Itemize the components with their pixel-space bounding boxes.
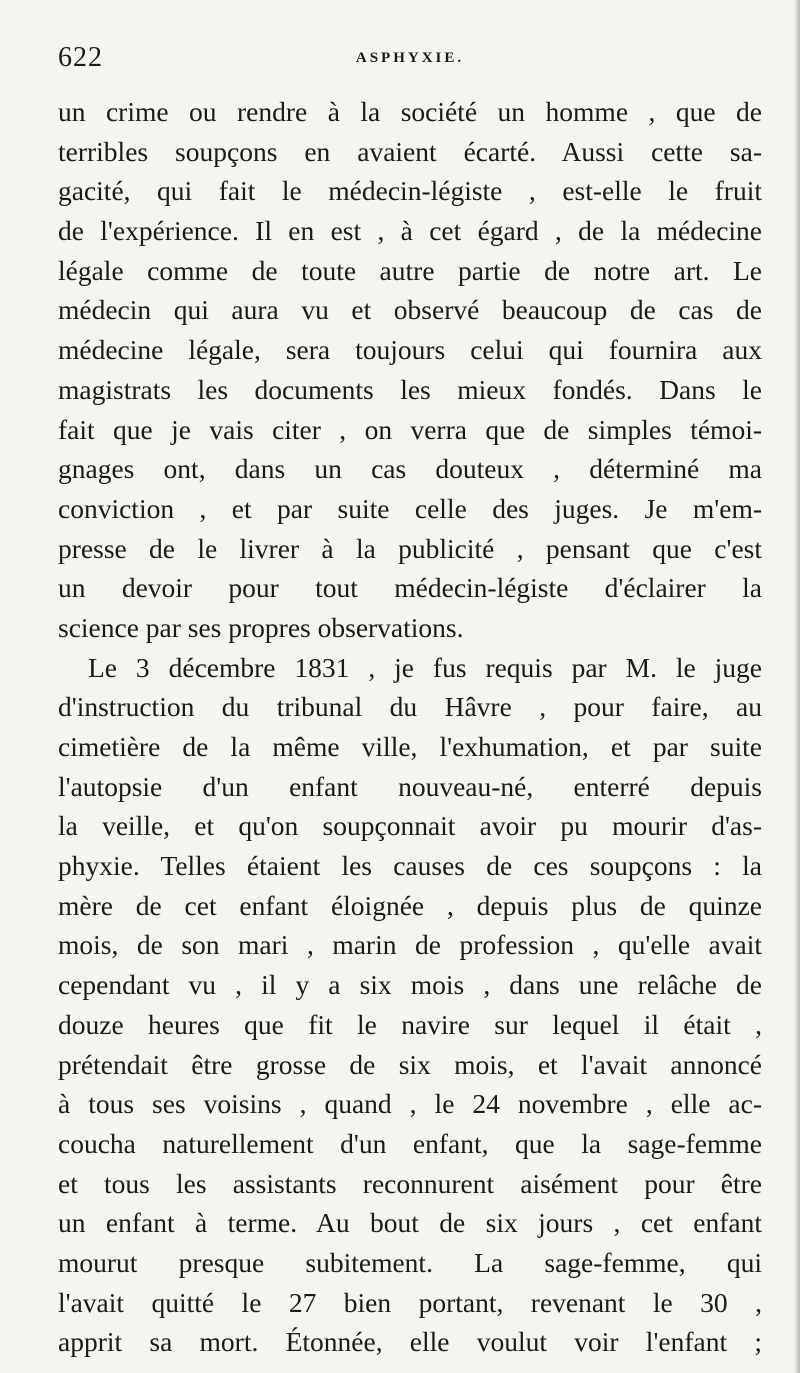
text-line: mourut presque subitement. La sage-femme, qui [58, 1246, 762, 1278]
text-line: un devoir pour tout médecin-légiste d'éclairer la [58, 572, 762, 604]
text-line: terribles soupçons en avaient écarté. Aussi cette sa- [58, 135, 762, 167]
text-line: de l'expérience. Il en est , à cet égard , de la médecine [58, 215, 762, 247]
text-line: douze heures que fit le navire sur lequel il était , [58, 1008, 762, 1040]
text-line: magistrats les documents les mieux fondés. Dans le [58, 373, 762, 405]
text-line: prétendait être grosse de six mois, et l'avait annoncé [58, 1048, 762, 1080]
text-line: et tous les assistants reconnurent aisément pour être [58, 1167, 762, 1199]
page-edge-shadow [794, 0, 800, 1373]
running-head: ASPHYXIE. [355, 50, 465, 66]
text-line: mère de cet enfant éloignée , depuis plus de quinze [58, 889, 762, 921]
paragraph-last-line: science par ses propres observations. [58, 611, 464, 643]
text-line: la veille, et qu'on soupçonnait avoir pu mourir d'as- [58, 810, 762, 842]
text-line: apprit sa mort. Étonnée, elle voulut voir l'enfant ; [58, 1326, 762, 1358]
text-line: l'autopsie d'un enfant nouveau-né, enterré depuis [58, 770, 762, 802]
text-line: un enfant à terme. Au bout de six jours , cet enfant [58, 1207, 762, 1239]
body-text [58, 92, 762, 1362]
text-line: médecine légale, sera toujours celui qui fournira aux [58, 334, 762, 366]
text-line: conviction , et par suite celle des juges. Je m'em- [58, 492, 762, 524]
text-line: coucha naturellement d'un enfant, que la sage-femme [58, 1127, 762, 1159]
page-number: 622 [58, 42, 103, 73]
text-line: à tous ses voisins , quand , le 24 novembre , elle ac- [58, 1088, 762, 1120]
text-line: phyxie. Telles étaient les causes de ces soupçons : la [58, 850, 762, 882]
text-line: médecin qui aura vu et observé beaucoup de cas de [58, 294, 762, 326]
text-line: l'avait quitté le 27 bien portant, revenant le 30 , [58, 1286, 762, 1318]
text-line: mois, de son mari , marin de profession , qu'elle avait [58, 929, 762, 961]
text-line: un crime ou rendre à la société un homme , que de [58, 96, 762, 127]
paragraph-first-line: Le 3 décembre 1831 , je fus requis par M. le juge [88, 651, 762, 683]
text-line: d'instruction du tribunal du Hâvre , pour faire, au [58, 691, 762, 723]
text-line: gacité, qui fait le médecin-légiste , est-elle le fruit [58, 175, 762, 207]
text-line: cependant vu , il y a six mois , dans une relâche de [58, 969, 762, 1001]
text-line: gnages ont, dans un cas douteux , déterminé ma [58, 453, 762, 485]
text-line: fait que je vais citer , on verra que de simples témoi- [58, 413, 762, 445]
text-line: presse de le livrer à la publicité , pensant que c'est [58, 532, 762, 564]
text-line: cimetière de la même ville, l'exhumation, et par suite [58, 731, 762, 762]
text-line: légale comme de toute autre partie de notre art. Le [58, 254, 762, 286]
page-header [58, 42, 762, 76]
